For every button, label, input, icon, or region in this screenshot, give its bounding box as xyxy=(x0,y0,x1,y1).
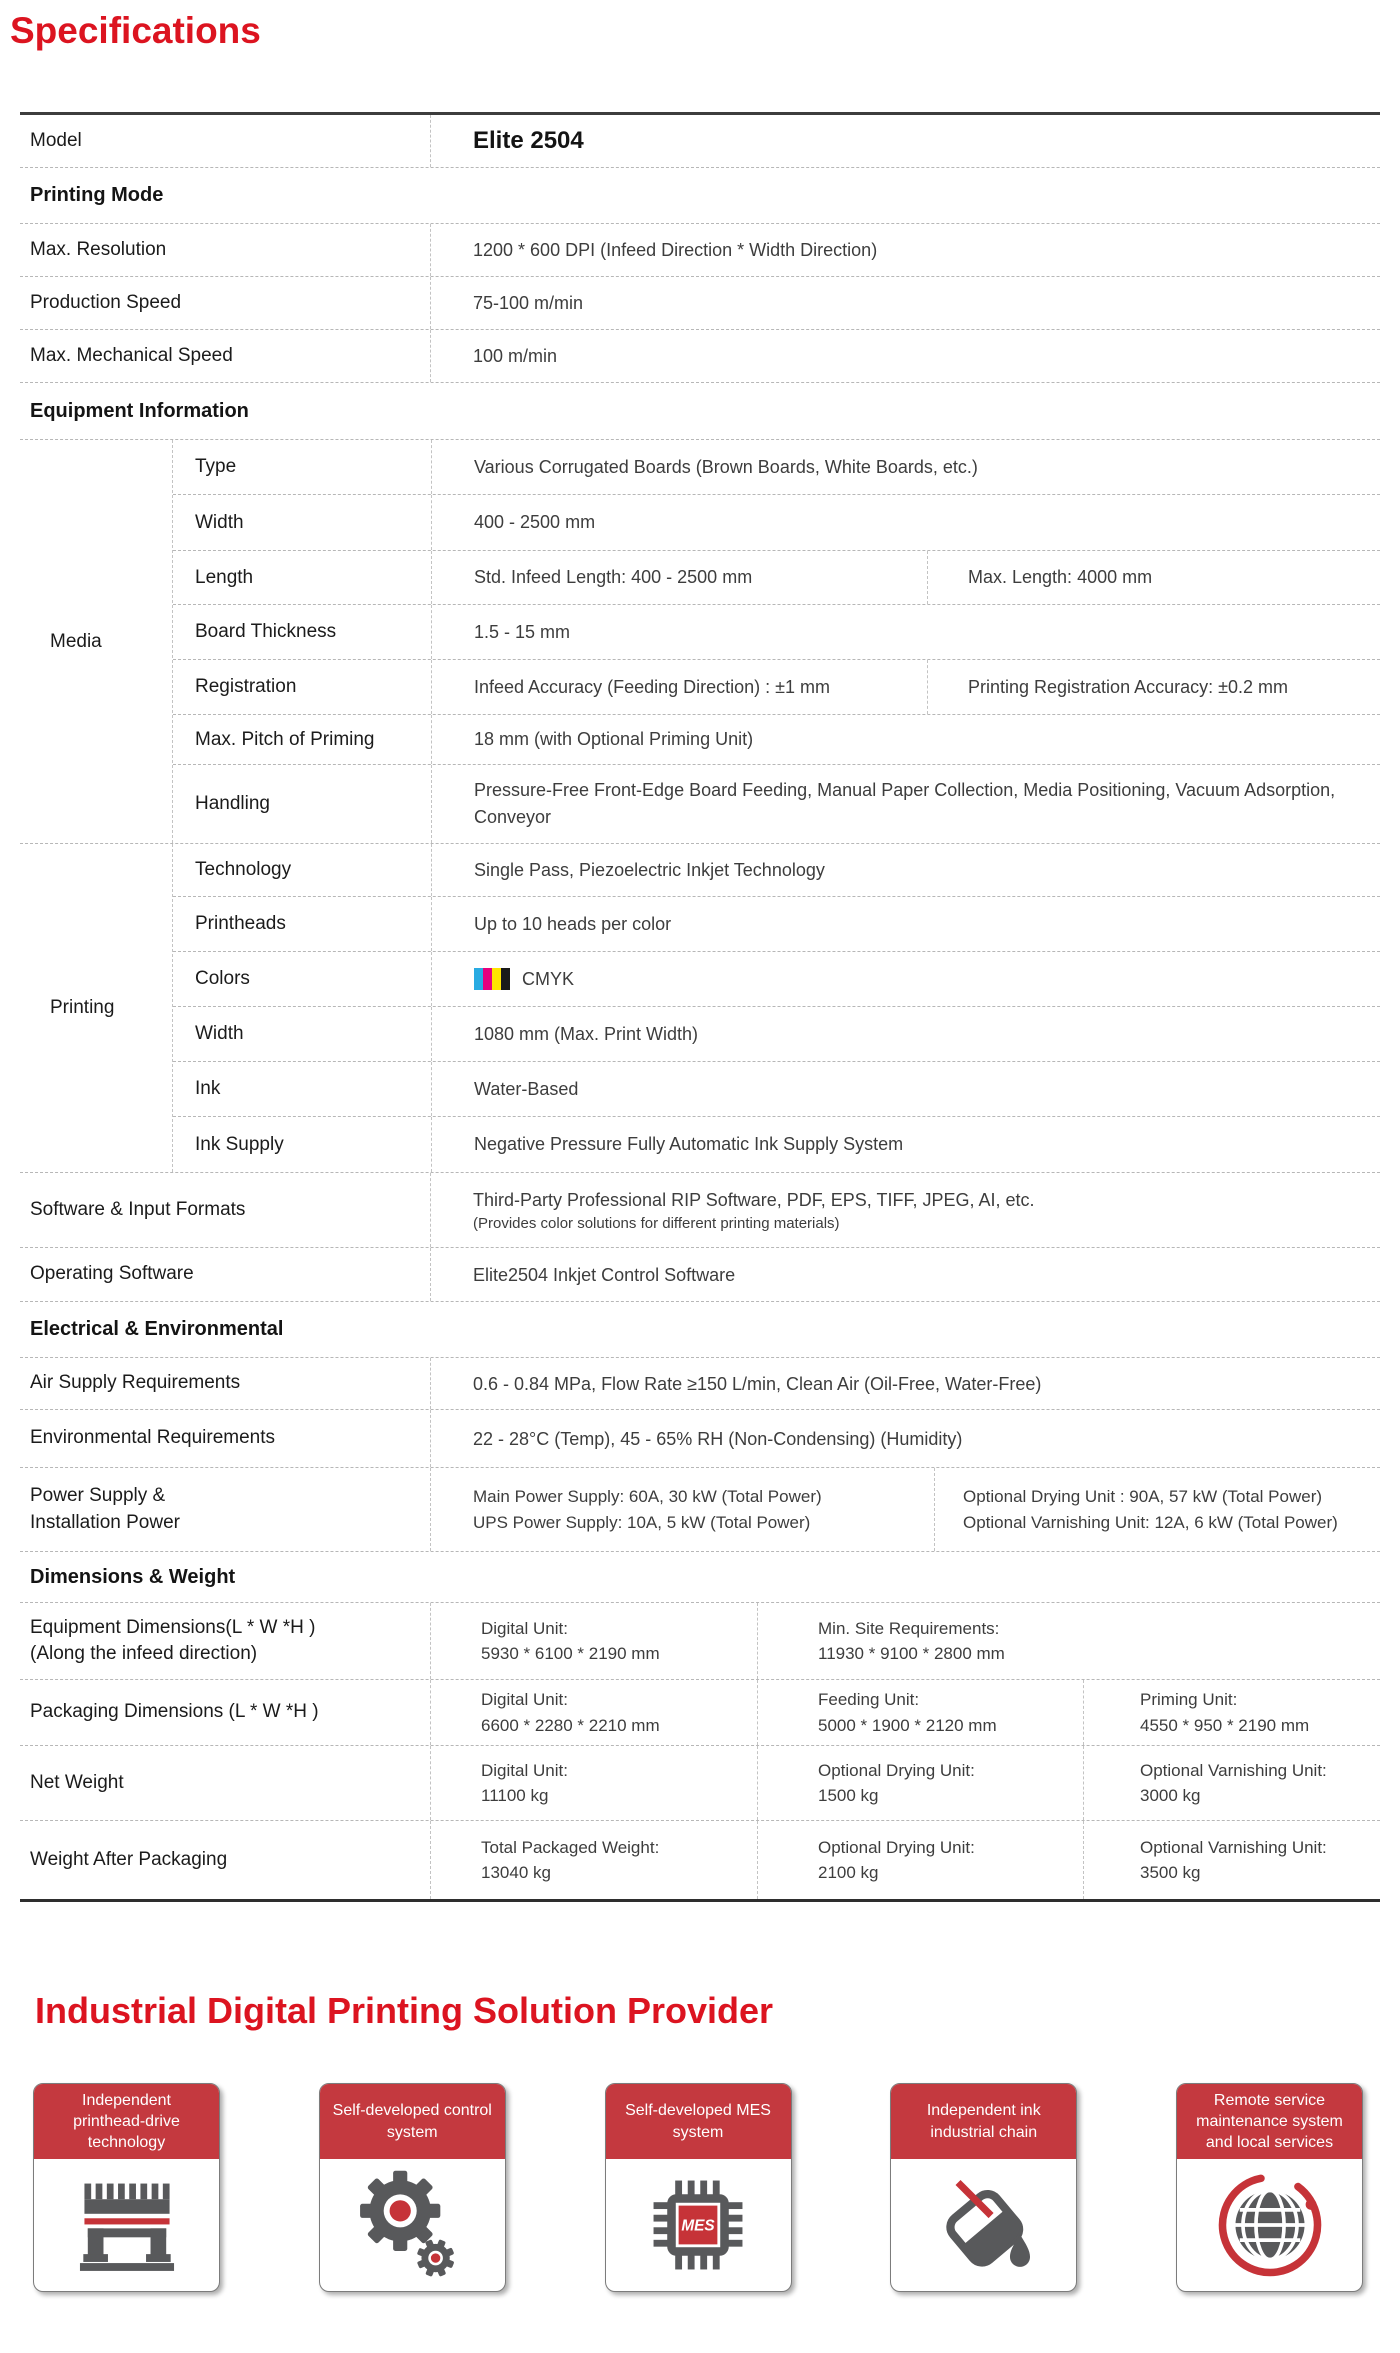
row-environmental-label: Environmental Requirements xyxy=(30,1427,276,1449)
row-software-input-formats xyxy=(20,1173,1380,1248)
row-equipment-dimensions-col2-value: 11930 * 9100 * 2800 mm xyxy=(818,1644,1005,1664)
row-equipment-dimensions-col2-title: Min. Site Requirements: xyxy=(818,1618,1000,1638)
row-max-mechanical-speed xyxy=(20,330,1380,383)
row-printing-ink-value: Water-Based xyxy=(431,1062,1380,1116)
cmyk-swatch-black xyxy=(501,968,510,990)
row-media-length-value-std: Std. Infeed Length: 400 - 2500 mm xyxy=(474,567,753,588)
page-title: Specifications xyxy=(10,10,261,51)
row-air-supply-label: Air Supply Requirements xyxy=(30,1372,241,1394)
group-printing-label: Printing xyxy=(50,997,115,1019)
row-equipment-dimensions-label-line2: (Along the infeed direction) xyxy=(30,1643,258,1665)
card-control-system xyxy=(319,2083,506,2292)
row-packaging-dimensions xyxy=(20,1680,1380,1746)
row-media-handling-label: Handling xyxy=(195,793,270,815)
row-section-printing-mode xyxy=(20,168,1380,224)
row-power-supply-drying: Optional Drying Unit : 90A, 57 kW (Total Power) xyxy=(963,1487,1323,1507)
row-printing-technology-value: Single Pass, Piezoelectric Inkjet Technology xyxy=(431,844,1380,896)
group-media-label: Media xyxy=(50,630,102,652)
ink-bucket-icon xyxy=(924,2166,1044,2284)
row-software-input-formats-label: Software & Input Formats xyxy=(30,1198,246,1220)
row-max-resolution-value: 1200 * 600 DPI (Infeed Direction * Width Direction) xyxy=(430,224,1380,276)
card-remote-service xyxy=(1176,2083,1363,2292)
row-equipment-dimensions xyxy=(20,1603,1380,1680)
row-media-width-label: Width xyxy=(195,511,244,533)
row-weight-after-packaging-col1-title: Total Packaged Weight: xyxy=(481,1837,660,1857)
solution-cards xyxy=(33,2083,1363,2292)
gears-icon xyxy=(353,2166,471,2284)
row-media-registration xyxy=(173,660,1380,715)
section-dimensions-weight: Dimensions & Weight xyxy=(30,1565,236,1588)
row-printing-ink xyxy=(173,1062,1380,1117)
row-printing-colors xyxy=(173,952,1380,1007)
row-weight-after-packaging-label: Weight After Packaging xyxy=(30,1848,228,1870)
row-media-board-thickness-value: 1.5 - 15 mm xyxy=(431,605,1380,659)
row-media-max-pitch xyxy=(173,715,1380,765)
row-section-dimensions-weight xyxy=(20,1552,1380,1603)
row-media-board-thickness-label: Board Thickness xyxy=(195,621,337,643)
row-net-weight-col3-title: Optional Varnishing Unit: xyxy=(1140,1760,1327,1780)
row-power-supply-ups: UPS Power Supply: 10A, 5 kW (Total Power) xyxy=(473,1512,811,1532)
row-section-electrical-environmental xyxy=(20,1302,1380,1358)
row-section-equipment-information xyxy=(20,383,1380,440)
card-ink-chain-body xyxy=(891,2159,1076,2291)
card-control-system-body xyxy=(320,2159,505,2291)
mes-chip-label: MES xyxy=(681,2217,715,2235)
cmyk-swatch-cyan xyxy=(474,968,483,990)
row-media-handling xyxy=(173,765,1380,843)
row-packaging-dimensions-col2-title: Feeding Unit: xyxy=(818,1690,920,1710)
group-printing xyxy=(20,844,1380,1173)
row-media-max-pitch-value: 18 mm (with Optional Priming Unit) xyxy=(431,715,1380,764)
card-ink-chain-title: Independent ink industrial chain xyxy=(891,2084,1076,2159)
row-media-board-thickness xyxy=(173,605,1380,660)
section-electrical-environmental: Electrical & Environmental xyxy=(30,1318,284,1341)
row-media-registration-value-infeed: Infeed Accuracy (Feeding Direction) : ±1 mm xyxy=(474,676,831,697)
row-weight-after-packaging-col2-title: Optional Drying Unit: xyxy=(818,1837,975,1857)
cmyk-swatch-yellow xyxy=(492,968,501,990)
row-environmental-value: 22 - 28°C (Temp), 45 - 65% RH (Non-Condensing) (Humidity) xyxy=(430,1410,1380,1467)
row-weight-after-packaging-col1-value: 13040 kg xyxy=(481,1863,551,1883)
card-printhead-technology xyxy=(33,2083,220,2292)
row-equipment-dimensions-col1-title: Digital Unit: xyxy=(481,1618,568,1638)
row-media-length xyxy=(173,551,1380,605)
row-printing-width-value: 1080 mm (Max. Print Width) xyxy=(431,1007,1380,1061)
row-equipment-dimensions-label-line1: Equipment Dimensions(L * W *H ) xyxy=(30,1616,316,1638)
row-printing-width xyxy=(173,1007,1380,1062)
row-media-type-value: Various Corrugated Boards (Brown Boards, White Boards, etc.) xyxy=(431,440,1380,494)
row-packaging-dimensions-col1-value: 6600 * 2280 * 2210 mm xyxy=(481,1715,660,1735)
row-printing-ink-label: Ink xyxy=(195,1078,221,1100)
row-printing-printheads-value: Up to 10 heads per color xyxy=(431,897,1380,951)
row-operating-software-label: Operating Software xyxy=(30,1263,194,1285)
row-weight-after-packaging-col3-value: 3500 kg xyxy=(1140,1863,1201,1883)
row-printing-colors-label: Colors xyxy=(195,968,250,990)
row-power-supply xyxy=(20,1468,1380,1552)
row-net-weight xyxy=(20,1746,1380,1821)
row-max-resolution xyxy=(20,224,1380,277)
row-air-supply xyxy=(20,1358,1380,1410)
row-net-weight-label: Net Weight xyxy=(30,1771,124,1793)
cmyk-swatch-magenta xyxy=(483,968,492,990)
row-media-max-pitch-label: Max. Pitch of Priming xyxy=(195,728,375,750)
row-max-mechanical-speed-value: 100 m/min xyxy=(430,330,1380,382)
row-net-weight-col2-title: Optional Drying Unit: xyxy=(818,1760,975,1780)
row-media-handling-value: Pressure-Free Front-Edge Board Feeding, Manual Paper Collection, Media Positioning, Vacuum Adsorption, Conveyor xyxy=(431,765,1380,843)
row-power-supply-label-line2: Installation Power xyxy=(30,1511,180,1533)
row-model xyxy=(20,115,1380,168)
row-production-speed-value: 75-100 m/min xyxy=(430,277,1380,329)
row-production-speed-label: Production Speed xyxy=(30,291,182,313)
row-printing-technology-label: Technology xyxy=(195,859,292,881)
row-model-value: Elite 2504 xyxy=(430,115,1380,167)
row-printing-technology xyxy=(173,844,1380,897)
solutions-title: Industrial Digital Printing Solution Provider xyxy=(35,1990,774,2032)
row-operating-software-value: Elite2504 Inkjet Control Software xyxy=(430,1248,1380,1301)
printhead-icon xyxy=(71,2169,183,2281)
card-mes-system-title: Self-developed MES system xyxy=(606,2084,791,2159)
row-media-registration-value-printing: Printing Registration Accuracy: ±0.2 mm xyxy=(927,660,1380,714)
group-media xyxy=(20,440,1380,844)
row-weight-after-packaging-col2-value: 2100 kg xyxy=(818,1863,879,1883)
row-packaging-dimensions-col3-title: Priming Unit: xyxy=(1140,1690,1238,1710)
row-max-resolution-label: Max. Resolution xyxy=(30,238,167,260)
section-equipment-information: Equipment Information xyxy=(30,399,249,422)
card-printhead-technology-body xyxy=(34,2159,219,2291)
row-software-input-formats-value: Third-Party Professional RIP Software, PDF, EPS, TIFF, JPEG, AI, etc. xyxy=(473,1189,1035,1210)
row-media-length-value-max: Max. Length: 4000 mm xyxy=(927,551,1380,604)
row-air-supply-value: 0.6 - 0.84 MPa, Flow Rate ≥150 L/min, Clean Air (Oil-Free, Water-Free) xyxy=(430,1358,1380,1409)
row-packaging-dimensions-label: Packaging Dimensions (L * W *H ) xyxy=(30,1701,319,1723)
cmyk-swatch xyxy=(474,968,510,990)
row-printing-ink-supply xyxy=(173,1117,1380,1172)
row-power-supply-varnishing: Optional Varnishing Unit: 12A, 6 kW (Total Power) xyxy=(963,1512,1338,1532)
row-net-weight-col2-value: 1500 kg xyxy=(818,1786,879,1806)
row-packaging-dimensions-col3-value: 4550 * 950 * 2190 mm xyxy=(1140,1715,1310,1735)
row-power-supply-main: Main Power Supply: 60A, 30 kW (Total Power) xyxy=(473,1487,822,1507)
row-printing-colors-value: CMYK xyxy=(522,968,575,989)
row-weight-after-packaging xyxy=(20,1821,1380,1899)
card-remote-service-body xyxy=(1177,2159,1362,2291)
row-environmental xyxy=(20,1410,1380,1468)
row-net-weight-col3-value: 3000 kg xyxy=(1140,1786,1201,1806)
row-production-speed xyxy=(20,277,1380,330)
row-net-weight-col1-title: Digital Unit: xyxy=(481,1760,568,1780)
row-printing-ink-supply-value: Negative Pressure Fully Automatic Ink Supply System xyxy=(431,1117,1380,1172)
row-equipment-dimensions-col1-value: 5930 * 6100 * 2190 mm xyxy=(481,1644,660,1664)
row-media-width xyxy=(173,495,1380,551)
row-max-mechanical-speed-label: Max. Mechanical Speed xyxy=(30,344,233,366)
card-mes-system xyxy=(605,2083,792,2292)
row-media-width-value: 400 - 2500 mm xyxy=(431,495,1380,550)
card-printhead-technology-title: Independent printhead-drive technology xyxy=(34,2084,219,2159)
row-media-registration-label: Registration xyxy=(195,676,297,698)
row-printing-ink-supply-label: Ink Supply xyxy=(195,1133,284,1155)
row-net-weight-col1-value: 11100 kg xyxy=(481,1786,549,1806)
row-software-input-formats-note: (Provides color solutions for different printing materials) xyxy=(473,1214,840,1232)
row-operating-software xyxy=(20,1248,1380,1302)
row-weight-after-packaging-col3-title: Optional Varnishing Unit: xyxy=(1140,1837,1327,1857)
card-control-system-title: Self-developed control system xyxy=(320,2084,505,2159)
row-printing-width-label: Width xyxy=(195,1023,244,1045)
row-model-label: Model xyxy=(30,129,82,151)
card-mes-system-body xyxy=(606,2159,791,2291)
card-remote-service-title: Remote service maintenance system and local services xyxy=(1177,2084,1362,2159)
row-printing-printheads-label: Printheads xyxy=(195,913,286,935)
mes-chip-icon xyxy=(641,2168,755,2282)
section-printing-mode: Printing Mode xyxy=(30,184,164,207)
row-printing-printheads xyxy=(173,897,1380,952)
row-media-length-label: Length xyxy=(195,566,254,588)
row-media-type xyxy=(173,440,1380,495)
row-media-type-label: Type xyxy=(195,456,237,478)
card-ink-chain xyxy=(890,2083,1077,2292)
row-power-supply-label-line1: Power Supply & xyxy=(30,1485,166,1507)
row-packaging-dimensions-col2-value: 5000 * 1900 * 2120 mm xyxy=(818,1715,997,1735)
row-packaging-dimensions-col1-title: Digital Unit: xyxy=(481,1690,568,1710)
spec-table xyxy=(20,112,1380,1902)
globe-icon xyxy=(1216,2171,1324,2279)
